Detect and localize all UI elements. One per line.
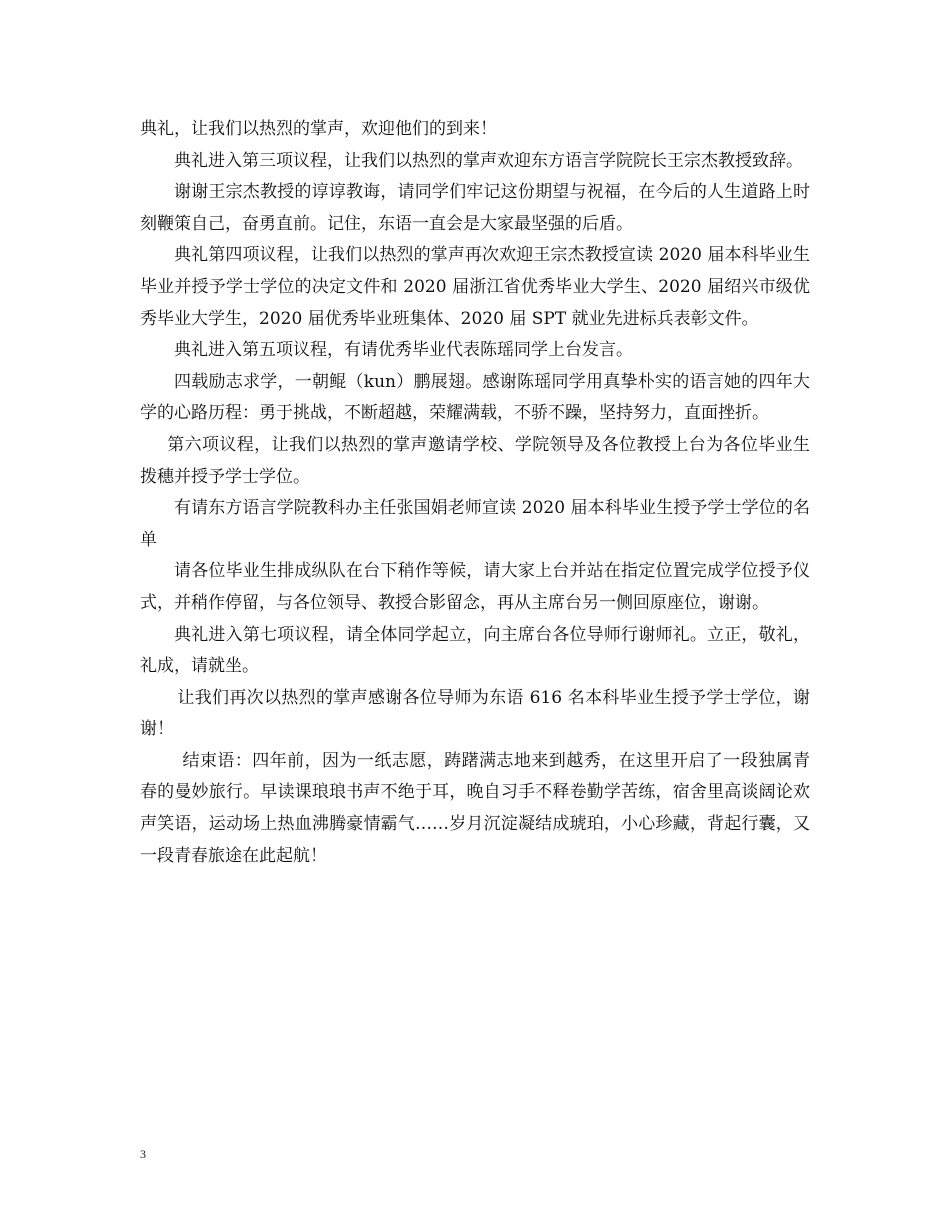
paragraph-3: 谢谢王宗杰教授的谆谆教诲，请同学们牢记这份期望与祝福，在今后的人生道路上时刻鞭策自己，奋勇直前。记住，东语一直会是大家最坚强的后盾。 [140, 182, 810, 234]
page-number: 3 [140, 1147, 146, 1161]
paragraph-11: 让我们再次以热烈的掌声感谢各位导师为东语 616 名本科毕业生授予学士学位，谢谢！ [140, 687, 810, 740]
paragraph-1: 典礼，让我们以热烈的掌声，欢迎他们的到来！ [140, 119, 497, 139]
paragraph-2: 典礼进入第三项议程，让我们以热烈的掌声欢迎东方语言学院院长王宗杰教授致辞。 [174, 150, 803, 171]
paragraph-9: 请各位毕业生排成纵队在台下稍作等候，请大家上台并站在指定位置完成学位授予仪式，并稍作停留，与各位领导、教授合影留念，再从主席台另一侧回原座位，谢谢。 [140, 561, 810, 613]
paragraph-6: 四载励志求学，一朝鲲（kun）鹏展翅。感谢陈瑶同学用真挚朴实的语言她的四年大学的心路历程：勇于挑战，不断超越，荣耀满载，不骄不躁，坚持努力，直面挫折。 [140, 371, 810, 424]
paragraph-4: 典礼第四项议程，让我们以热烈的掌声再次欢迎王宗杰教授宣读 2020 届本科毕业生毕业并授予学士学位的决定文件和 2020 届浙江省优秀毕业大学生、2020 届绍兴市级优秀毕业大学生，2020 届优秀毕业班集体、2020 届 SPT 就业先进标兵表彰文件。 [140, 245, 810, 329]
paragraph-12: 结束语：四年前，因为一纸志愿，踌躇满志地来到越秀，在这里开启了一段独属青春的曼妙旅行。早读课琅琅书声不绝于耳，晚自习手不释卷勤学苦练，宿舍里高谈阔论欢声笑语，运动场上热血沸腾豪情霸气……岁月沉淀凝结成琥珀，小心珍藏，背起行囊，又一段青春旅途在此起航！ [140, 750, 810, 866]
paragraph-10: 典礼进入第七项议程，请全体同学起立，向主席台各位导师行谢师礼。立正，敬礼，礼成，请就坐。 [140, 624, 810, 677]
paragraph-5: 典礼进入第五项议程，有请优秀毕业代表陈瑶同学上台发言。 [174, 340, 633, 361]
paragraph-8: 有请东方语言学院教科办主任张国娟老师宣读 2020 届本科毕业生授予学士学位的名单 [140, 498, 810, 550]
document-body [140, 114, 810, 872]
paragraph-7: 第六项议程，让我们以热烈的掌声邀请学校、学院领导及各位教授上台为各位毕业生拨穗并授予学士学位。 [140, 434, 810, 487]
